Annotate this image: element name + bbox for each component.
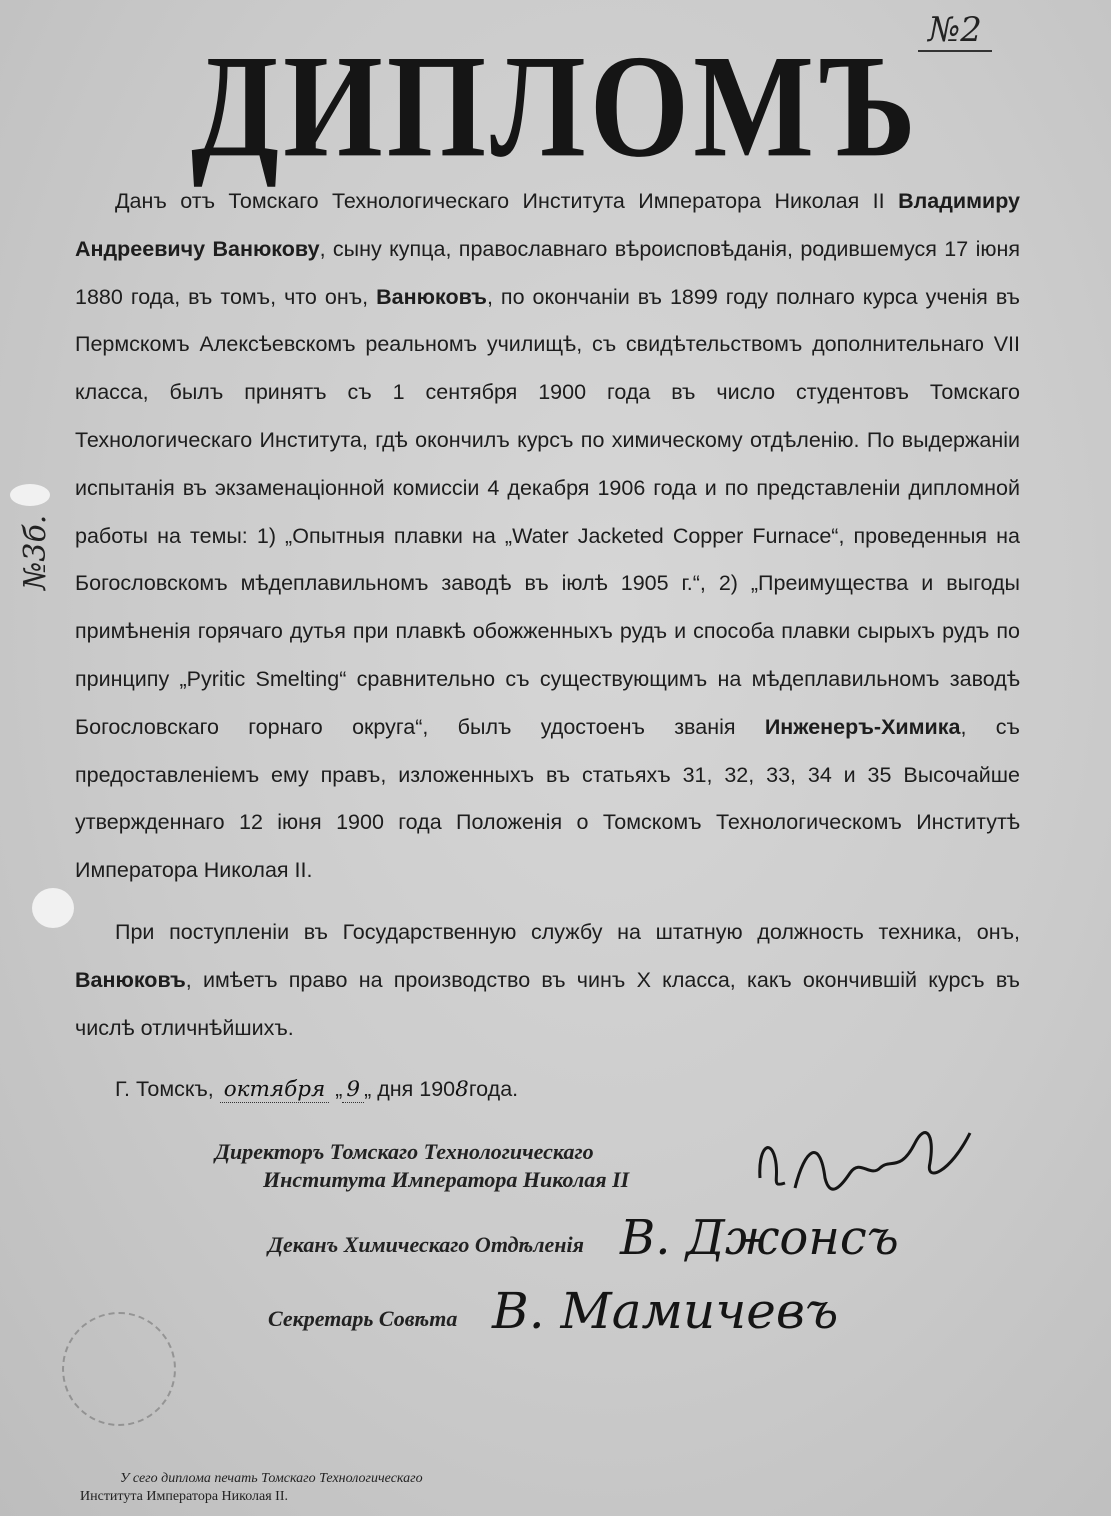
body-text-a: , сыну купца, православнаго вѣроисповѣданія, родившемуся 17 іюня 1880 года, въ томъ, что онъ, (75, 236, 1021, 309)
dean-title: Деканъ Химическаго Отдѣленія (268, 1232, 584, 1257)
side-registration-number: №3б. (18, 514, 53, 590)
director-title-line-1: Директоръ Томскаго Технологическаго (215, 1139, 594, 1164)
date-day: 9 (342, 1077, 364, 1103)
date-line: Г. Томскъ, октября „ 9 „ дня 1908года. (115, 1077, 519, 1103)
graduate-name: Владимиру Андреевичу Ванюкову (75, 189, 1020, 261)
dean-signature: В. Джонсъ (620, 1210, 899, 1266)
document-title: ДИПЛОМЪ (191, 24, 920, 188)
body-text-b: , по окончаніи въ 1899 году полнаго курса ученія въ Пермскомъ Алексѣевскомъ реальномъ училищѣ, съ свидѣтельствомъ дополнительнаго VII класса, былъ принятъ съ 1 сентября 1900 года въ число студентовъ Томскаго Технологическаго Института, гдѣ окончилъ курсъ по химическому отдѣленію. По выдержаніи испытанія въ экзаменаціонной комиссіи 4 декабря 1906 года и по представленіи дипломной работы на темы: 1) „Опытныя плавки на „Water Jacketed Copper Furnace“, проведенныя на Богословскомъ мѣдеплавильномъ заводѣ въ іюлѣ 1905 г.“, 2) „Преимущества и выгоды примѣненія горячаго дутья при плавкѣ обожженныхъ рудъ и способа плавки сырыхъ рудъ по принципу „Pyritic Smelting“ сравнительно съ существующимъ на мѣдеплавильномъ заводѣ Богословскаго горнаго округа“, былъ удостоенъ званія (75, 284, 1020, 739)
date-day-word: дня 190 (377, 1077, 456, 1102)
degree-title: Инженеръ-Химика (764, 714, 961, 739)
director-title (215, 1138, 629, 1194)
date-month: октября (220, 1077, 330, 1103)
date-year-digit: 8 (455, 1077, 469, 1103)
body-text-c: , съ предоставленіемъ ему правъ, изложенныхъ въ статьяхъ 31, 32, 33, 34 и 35 Высочайше утвержденнаго 12 іюня 1900 года Положенія о Томскомъ Технологическомъ Институтѣ Императора Николая II. (75, 714, 1020, 883)
rights-text-b: , имѣетъ право на производство въ чинъ X класса, какъ окончившій курсъ въ числѣ отличнѣйшихъ. (75, 967, 1020, 1040)
diploma-body (75, 178, 1020, 1114)
secretary-signature: В. Мамичевъ (492, 1282, 839, 1340)
body-paragraph-rights (75, 909, 1020, 1052)
footnote-line-2: Института Императора Николая II. (80, 1489, 289, 1504)
secretary-title: Секретарь Совѣта (268, 1306, 458, 1331)
document-number: №2 (918, 10, 992, 52)
director-signature (740, 1118, 980, 1218)
institute-seal-impression (62, 1312, 176, 1426)
rights-surname: Ванюковъ (75, 967, 186, 992)
seal-footnote (80, 1470, 423, 1506)
date-year-word: года. (468, 1077, 519, 1102)
graduate-surname: Ванюковъ (376, 284, 487, 309)
date-city: Г. Томскъ, (115, 1077, 214, 1102)
director-title-line-2: Института Императора Николая II (263, 1167, 630, 1192)
rights-text-a: При поступленіи въ Государственную службу на штатную должность техника, онъ, (115, 919, 1020, 944)
punch-hole-top (10, 484, 50, 506)
punch-hole-bottom (32, 888, 74, 928)
footnote-line-1: У сего диплома печать Томскаго Технологическаго (120, 1471, 423, 1486)
body-paragraph-main (75, 178, 1020, 895)
body-intro: Данъ отъ Томскаго Технологическаго Института Императора Николая II (115, 189, 885, 213)
